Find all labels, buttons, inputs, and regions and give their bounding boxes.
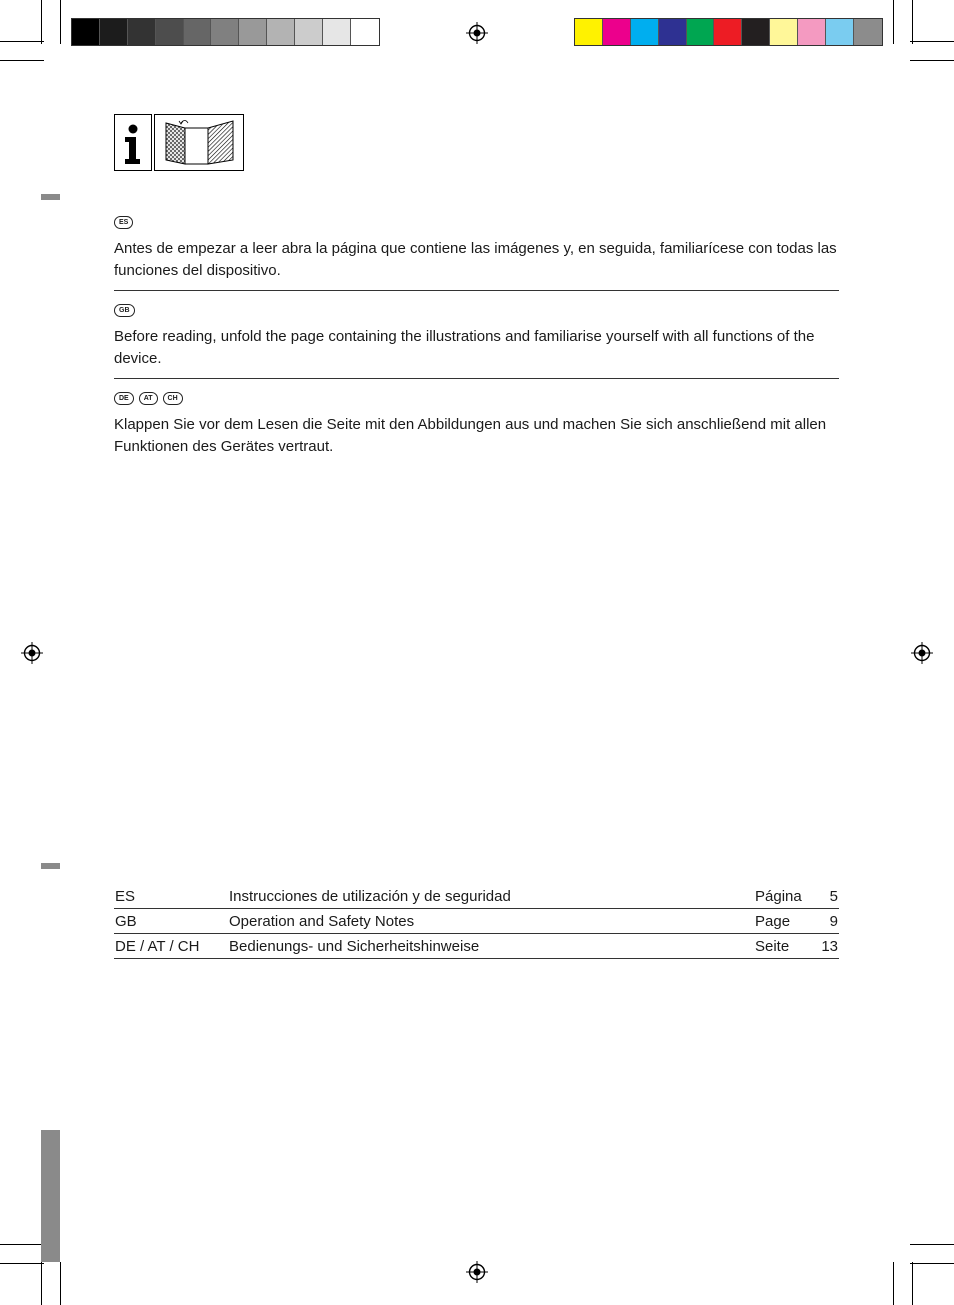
color-swatch (659, 19, 687, 45)
color-swatch (798, 19, 826, 45)
toc-language-code: ES (115, 887, 136, 905)
color-swatch (295, 19, 323, 45)
language-badge: ES (114, 216, 133, 229)
color-swatch (239, 19, 267, 45)
toc-page-number: 5 (829, 887, 838, 905)
color-swatch (267, 19, 295, 45)
toc-page-number: 9 (829, 912, 838, 930)
section-text: Klappen Sie vor dem Lesen die Seite mit den Abbildungen aus und machen Sie sich anschließend mit allen Funktionen des Gerätes vertraut. (114, 416, 827, 455)
color-swatch (742, 19, 770, 45)
process-color-bar (574, 18, 883, 46)
section-text: Antes de empezar a leer abra la página que contiene las imágenes y, en seguida, familiarícese con todas las funciones del dispositivo. (114, 240, 837, 279)
toc-title: Instrucciones de utilización y de seguridad (229, 887, 511, 905)
color-swatch (351, 19, 379, 45)
table-row (114, 909, 839, 934)
table-row (114, 934, 839, 959)
color-swatch (714, 19, 742, 45)
info-glyph-icon (115, 115, 151, 170)
color-swatch (687, 19, 715, 45)
fold-out-illustration-icon (155, 115, 243, 170)
color-swatch (826, 19, 854, 45)
language-flags (114, 216, 839, 230)
unfold-page-icon (154, 114, 244, 171)
margin-tab (41, 194, 60, 200)
section-de-at-ch (114, 392, 839, 458)
section-es (114, 216, 839, 282)
language-badge: GB (114, 304, 135, 317)
toc-language-code: GB (115, 912, 137, 930)
toc-page-label: Página (755, 887, 802, 905)
section-gb (114, 304, 839, 370)
grayscale-color-bar (71, 18, 380, 46)
registration-mark-icon (466, 1261, 488, 1283)
table-row (114, 884, 839, 909)
language-flags (114, 304, 839, 318)
section-divider (114, 378, 839, 379)
section-text: Before reading, unfold the page containing the illustrations and familiarise yourself with all functions of the device. (114, 328, 815, 367)
color-swatch (211, 19, 239, 45)
margin-tab (41, 863, 60, 869)
color-swatch (770, 19, 798, 45)
margin-tab (41, 1130, 60, 1262)
color-swatch (854, 19, 882, 45)
registration-mark-icon (21, 642, 43, 664)
toc-language-code: DE / AT / CH (115, 937, 200, 955)
toc-title: Bedienungs- und Sicherheitshinweise (229, 937, 480, 955)
language-badge: AT (139, 392, 158, 405)
color-swatch (184, 19, 212, 45)
registration-mark-icon (911, 642, 933, 664)
color-swatch (128, 19, 156, 45)
color-swatch (323, 19, 351, 45)
color-swatch (603, 19, 631, 45)
color-swatch (100, 19, 128, 45)
color-swatch (575, 19, 603, 45)
info-icon (114, 114, 152, 171)
section-divider (114, 290, 839, 291)
toc-title: Operation and Safety Notes (229, 912, 415, 930)
language-flags (114, 392, 839, 406)
color-swatch (156, 19, 184, 45)
color-swatch (72, 19, 100, 45)
language-badge: DE (114, 392, 134, 405)
registration-mark-icon (466, 22, 488, 44)
toc-page-number: 13 (821, 937, 838, 955)
language-badge: CH (163, 392, 183, 405)
table-of-contents (114, 884, 839, 959)
toc-page-label: Page (755, 912, 791, 930)
color-swatch (631, 19, 659, 45)
toc-page-label: Seite (755, 937, 790, 955)
